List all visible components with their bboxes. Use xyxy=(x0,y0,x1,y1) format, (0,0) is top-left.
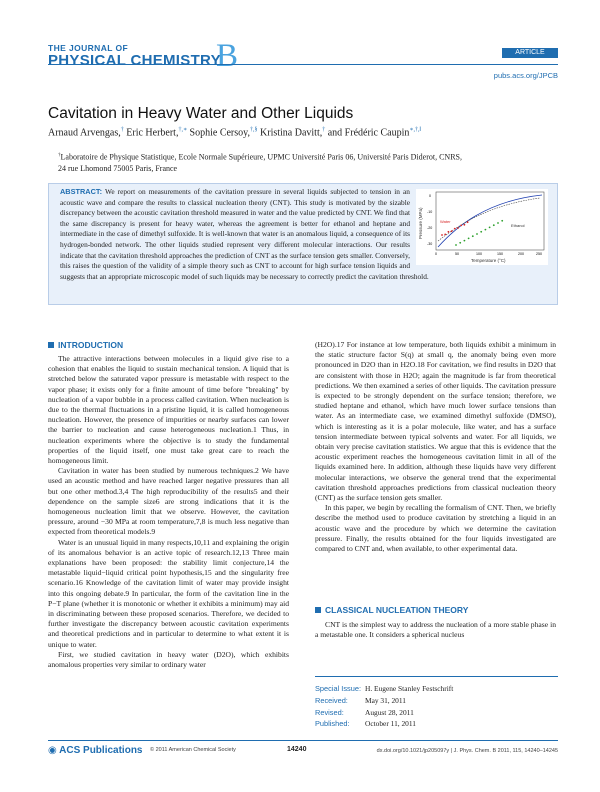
page-number: 14240 xyxy=(287,746,307,753)
acs-icon: ◉ xyxy=(48,745,60,756)
special-issue-value[interactable]: H. Eugene Stanley Festschrift xyxy=(365,684,454,693)
publisher-name: ACS Publications xyxy=(59,745,143,756)
water-data-point xyxy=(451,230,453,232)
y-tick-label: -30 xyxy=(427,242,433,246)
author-list xyxy=(48,126,421,138)
affiliation xyxy=(58,150,558,175)
ethanol-data-point xyxy=(476,233,478,235)
ethanol-data-point xyxy=(485,229,487,231)
ethanol-data-point xyxy=(464,240,466,242)
water-series-label: Water xyxy=(440,219,451,224)
water-data-point xyxy=(454,228,456,230)
x-tick-label: 50 xyxy=(455,252,459,256)
journal-name-line2: PHYSICAL CHEMISTRY xyxy=(48,51,221,69)
theory-curve xyxy=(438,195,542,247)
ethanol-data-point xyxy=(493,224,495,226)
paragraph: (H2O).17 For instance at low temperature, both liquids exhibit a minimum in the static structure factor S(q) at small q, the anomaly being even more pronounced in D2O than in H2O.18 For cavitation, we find results in D2O that are consistent with those in H2O; again the magnitude is far from theoretical predictions. We then examined a series of other liquids. The cavitation pressure is expected to be strongly dependent on the surface tension; therefore, we studied heptane and ethanol, which have much lower surface tensions than water. As an intermediate case, we examined dimethyl sulfoxide (DMSO), which is interesting as it is a polar molecule, like water, and has a surface tension intermediate between typical solvents and water. For all liquids, we obtain very precise cavitation statistics. We argue that this is evidence that the acoustic experiment reaches the homogeneous cavitation limit in all of the liquids examined here. In addition, although these liquids have very different molecular interactions, we observe the general trend that the experimental cavitation threshold approaches predictions from classical nucleation theory (CNT) as the surface tension gets smaller. xyxy=(315,340,556,503)
author-name[interactable]: Arnaud Arvengas, xyxy=(48,127,121,139)
dates-divider xyxy=(315,676,558,677)
paragraph: First, we studied cavitation in heavy water (D2O), which exhibits anomalous properties very similar to ordinary water xyxy=(48,649,289,670)
x-tick-label: 0 xyxy=(435,252,437,256)
received-label: Received: xyxy=(315,695,348,705)
revised-date: August 28, 2011 xyxy=(365,707,414,717)
x-tick-label: 100 xyxy=(476,252,482,256)
ethanol-data-point xyxy=(497,222,499,224)
footer-divider xyxy=(48,740,558,741)
water-data-point xyxy=(467,221,469,223)
water-data-point xyxy=(464,224,466,226)
left-column xyxy=(48,354,289,670)
journal-letter: B xyxy=(216,38,239,74)
x-tick-label: 150 xyxy=(497,252,503,256)
ethanol-data-point xyxy=(472,235,474,237)
affiliation-line1: Laboratoire de Physique Statistique, Ecole Normale Supérieure, UPMC Université Paris 06, Université Paris Diderot, CNRS, xyxy=(60,152,462,162)
abstract xyxy=(60,187,548,282)
ethanol-series xyxy=(455,220,503,246)
paragraph: The attractive interactions between molecules in a liquid give rise to a cohesion that enables the liquid to sustain mechanical tension. A liquid that is stretched below the saturated vapor pressure is metastable with respect to the vapor phase; it exists only for a finite amount of time before "breaking" by nucleation of a vapor bubble in a process called cavitation. When nucleation is due to the thermal fluctuations in a pristine liquid, it is called homogeneous nucleation. However, the presence of impurities or nearby surfaces can lower the barrier to nucleation and cause heterogeneous nucleation.1 Thus, in nucleation experiments where the objective is to study the fundamental properties of the liquid itself, one must take great care to reach the homogeneous limit. xyxy=(48,354,289,466)
paragraph: In this paper, we begin by recalling the formalism of CNT. Then, we briefly describe the method used to produce cavitation by stretching a liquid in an acoustic wave and the procedure by which we determine the cavitation pressure. Finally, the results obtained for the four liquids investigated are compared to CNT and, when available, to other experimental data. xyxy=(315,503,556,554)
y-tick-label: -20 xyxy=(427,226,433,230)
affiliation-line2: 24 rue Lhomond 75005 Paris, France xyxy=(58,164,178,174)
revised-label: Revised: xyxy=(315,707,344,717)
author-mark: ∗,†,‖ xyxy=(409,127,422,133)
ethanol-data-point xyxy=(455,244,457,246)
journal-name-line1: THE JOURNAL OF xyxy=(48,43,129,53)
author-name[interactable]: Eric Herbert, xyxy=(126,127,179,139)
abstract-label: ABSTRACT: xyxy=(60,187,103,196)
theory-curve-dashed xyxy=(438,198,540,241)
ethanol-data-point xyxy=(489,227,491,229)
article-title: Cavitation in Heavy Water and Other Liquids xyxy=(48,105,354,122)
y-tick-label: 0 xyxy=(429,194,431,198)
author-name[interactable]: Kristina Davitt, xyxy=(260,127,323,139)
section-heading-introduction: INTRODUCTION xyxy=(48,340,123,350)
x-tick-label: 200 xyxy=(518,252,524,256)
affiliation-mark: † xyxy=(58,153,61,158)
right-column xyxy=(315,340,556,554)
author-mark: †,§ xyxy=(250,127,258,133)
ethanol-data-point xyxy=(459,242,461,244)
y-axis-label: Pressure (MPa) xyxy=(418,207,423,239)
paragraph: Water is an unusual liquid in many respects,10,11 and explaining the origin of its anomalous behavior is an active topic of research.12,13 Three main explanations have been proposed: the stability limit conjecture,14 the metastable liquid−liquid critical point hypothesis,15 and the singularity free scenario.16 Knowledge of the cavitation limit of water may provide insight into this ongoing debate.9 In particular, the form of the cavitation line in the P−T plane (whether it is monotonic or whether it exhibits a minimum) may aid in discriminating between these proposed scenarios. Therefore, we decided to further investigate the discrepancy between acoustic cavitation experiments and theoretical predictions and in particular to determine to what extent it is unique to water. xyxy=(48,537,289,649)
abstract-text: We report on measurements of the cavitation pressure in several liquids subjected to tension in an acoustic wave and compare the results to classical nucleation theory (CNT). This study is motivated by the sizable discrepancy between the acoustic cavitation threshold measured in water and the value predicted by CNT. We find that the same discrepancy is present for heavy water, whereas the agreement is better for ethanol and heptane and intermediate in the case of dimethyl sulfoxide. It is well-known that water is an anomalous liquid, a consequence of its hydrogen-bonded network. The other liquids studied represent very different molecular interactions. Our results indicate that the cavitation threshold approaches the prediction of CNT as the surface tension gets smaller. Conversely, this raises the question of the validity of a simple theory such as CNT to account for high surface tension liquids and suggests that an appropriate microscopic model of such liquids may be necessary to correctly predict the cavitation threshold. xyxy=(60,187,429,281)
header-divider xyxy=(48,64,558,65)
paragraph: CNT is the simplest way to address the nucleation of a more stable phase in a metastable one. It considers a spherical nucleus xyxy=(315,620,556,640)
doi-citation[interactable]: dx.doi.org/10.1021/jp205097y | J. Phys. Chem. B 2011, 115, 14240–14245 xyxy=(376,748,558,754)
published-date: October 11, 2011 xyxy=(365,719,416,729)
author-mark: †,∗ xyxy=(178,127,188,133)
x-tick-label: 250 xyxy=(536,252,542,256)
water-data-point xyxy=(460,225,462,227)
ethanol-data-point xyxy=(501,220,503,222)
journal-url-link[interactable]: pubs.acs.org/JPCB xyxy=(493,71,558,80)
author-name[interactable]: Sophie Cersoy, xyxy=(189,127,251,139)
water-data-point xyxy=(444,234,446,236)
ethanol-data-point xyxy=(468,238,470,240)
ethanol-series-label: Ethanol xyxy=(511,223,525,228)
x-axis-label: Temperature (°C) xyxy=(471,258,506,263)
received-date: May 31, 2011 xyxy=(365,695,406,705)
special-issue-label: Special Issue: xyxy=(315,684,362,693)
water-data-point xyxy=(441,234,443,236)
ethanol-data-point xyxy=(480,231,482,233)
publication-dates xyxy=(315,683,558,730)
abstract-figure xyxy=(416,189,548,265)
copyright: © 2011 American Chemical Society xyxy=(150,747,236,753)
water-data-point xyxy=(448,231,450,233)
plot-frame xyxy=(436,192,544,250)
paragraph: Cavitation in water has been studied by numerous techniques.2 We have used an acoustic method and have reached larger negative pressures than all but one other method.3,4 The high reproducibility of the results5 and their dependence on the sample size6 are strong indications that it is the homogeneous nucleation limit that we observe. However, the cavitation pressure, around −30 MPa at room temperature,7,8 is much less negative than expected from theoretical models.9 xyxy=(48,466,289,537)
acs-publications-logo[interactable] xyxy=(48,745,143,756)
author-mark: † xyxy=(120,127,124,133)
water-data-point xyxy=(457,227,459,229)
cnt-section xyxy=(315,620,556,640)
article-type-badge: ARTICLE xyxy=(502,48,558,58)
author-mark: † xyxy=(322,127,326,133)
author-name[interactable]: and Frédéric Caupin xyxy=(327,127,410,139)
section-heading-cnt: CLASSICAL NUCLEATION THEORY xyxy=(315,605,468,615)
published-label: Published: xyxy=(315,719,350,729)
y-tick-label: -10 xyxy=(427,210,433,214)
